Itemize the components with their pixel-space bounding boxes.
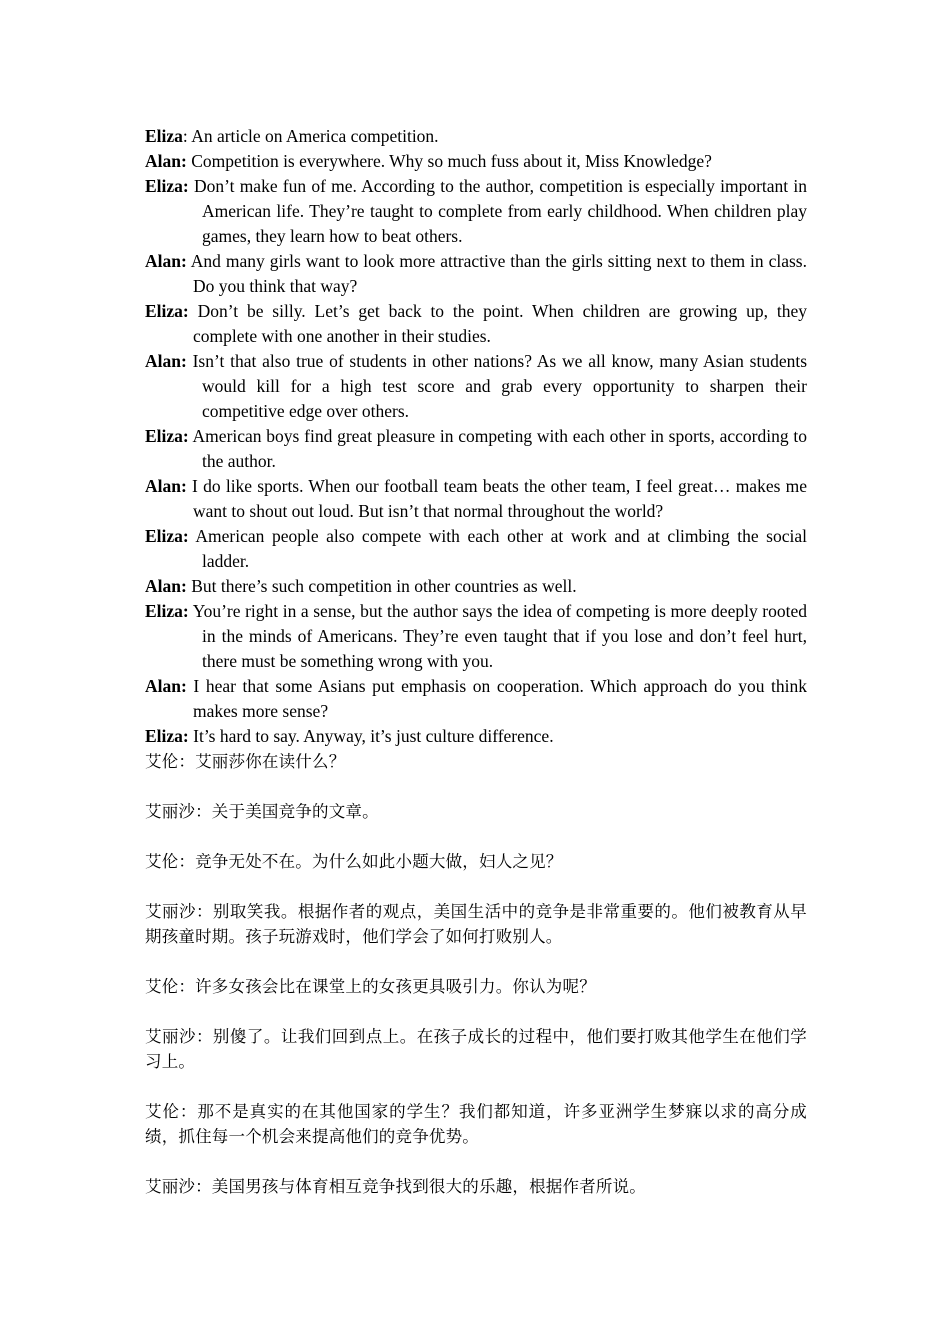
translation-paragraph: 艾丽沙：别取笑我。根据作者的观点，美国生活中的竞争是非常重要的。他们被教育从早期孩童时期。孩子玩游戏时，他们学会了如何打败别人。 bbox=[145, 902, 807, 946]
dialogue-line bbox=[145, 574, 807, 599]
speaker-name: Alan: bbox=[145, 576, 187, 596]
dialogue-text: It’s hard to say. Anyway, it’s just culture difference. bbox=[193, 726, 554, 746]
speaker-name: Eliza: bbox=[145, 301, 189, 321]
dialogue-line bbox=[145, 524, 807, 574]
speaker-name: Alan: bbox=[145, 476, 187, 496]
translation-paragraph: 艾伦：那不是真实的在其他国家的学生？我们都知道，许多亚洲学生梦寐以求的高分成绩，抓住每一个机会来提高他们的竞争优势。 bbox=[145, 1102, 807, 1146]
dialogue-line bbox=[145, 299, 807, 349]
dialogue-text: Competition is everywhere. Why so much fuss about it, Miss Knowledge? bbox=[191, 151, 712, 171]
dialogue-text: Isn’t that also true of students in other nations? As we all know, many Asian students would kill for a high test score and grab every opportunity to sharpen their competitive edge over others. bbox=[192, 351, 808, 421]
speaker-name: Eliza: bbox=[145, 526, 189, 546]
speaker-name: Alan: bbox=[145, 351, 187, 371]
speaker-name: Alan: bbox=[145, 251, 187, 271]
translation-paragraph: 艾丽沙：美国男孩与体育相互竞争找到很大的乐趣，根据作者所说。 bbox=[145, 1177, 646, 1196]
dialogue-text: American boys find great pleasure in competing with each other in sports, according to the author. bbox=[192, 426, 807, 471]
speaker-name: Eliza: bbox=[145, 726, 189, 746]
translation-paragraph: 艾丽沙：别傻了。让我们回到点上。在孩子成长的过程中，他们要打败其他学生在他们学习上。 bbox=[145, 1027, 807, 1071]
chinese-translation bbox=[145, 749, 807, 1199]
document-page bbox=[145, 124, 807, 1224]
dialogue-line bbox=[145, 249, 807, 299]
dialogue-text: An article on America competition. bbox=[191, 126, 439, 146]
translation-paragraph: 艾伦：艾丽莎你在读什么？ bbox=[145, 752, 346, 771]
speaker-name: Alan: bbox=[145, 151, 187, 171]
dialogue-text: But there’s such competition in other countries as well. bbox=[191, 576, 577, 596]
dialogue-text: Don’t be silly. Let’s get back to the point. When children are growing up, they complete with one another in their studies. bbox=[193, 301, 807, 346]
dialogue-text: American people also compete with each other at work and at climbing the social ladder. bbox=[195, 526, 807, 571]
speaker-name: Eliza bbox=[145, 126, 183, 146]
dialogue-line: Eliza: An article on America competition. bbox=[145, 126, 439, 146]
dialogue-text: I hear that some Asians put emphasis on cooperation. Which approach do you think makes more sense? bbox=[193, 676, 808, 721]
dialogue-line bbox=[145, 149, 807, 174]
speaker-name: Eliza: bbox=[145, 176, 189, 196]
speaker-name: Eliza: bbox=[145, 601, 189, 621]
dialogue-line bbox=[145, 174, 807, 249]
dialogue-text: And many girls want to look more attractive than the girls sitting next to them in class. Do you think that way? bbox=[190, 251, 807, 296]
dialogue-text: Don’t make fun of me. According to the author, competition is especially important in American life. They’re taught to complete from early childhood. When children play games, they learn how to beat others. bbox=[193, 176, 807, 246]
dialogue-line bbox=[145, 424, 807, 474]
translation-paragraph: 艾丽沙：关于美国竞争的文章。 bbox=[145, 802, 379, 821]
dialogue-line bbox=[145, 674, 807, 724]
dialogue-line bbox=[145, 349, 807, 424]
english-dialogue bbox=[145, 124, 807, 749]
dialogue-line bbox=[145, 599, 807, 674]
speaker-name: Eliza: bbox=[145, 426, 189, 446]
translation-paragraph: 艾伦：竞争无处不在。为什么如此小题大做，妇人之见？ bbox=[145, 852, 563, 871]
speaker-name: Alan: bbox=[145, 676, 187, 696]
dialogue-text: I do like sports. When our football team beats the other team, I feel great… makes me want to shout out loud. But isn’t that normal throughout the world? bbox=[192, 476, 808, 521]
translation-paragraph: 艾伦：许多女孩会比在课堂上的女孩更具吸引力。你认为呢？ bbox=[145, 977, 596, 996]
dialogue-line bbox=[145, 724, 807, 749]
dialogue-line bbox=[145, 474, 807, 524]
dialogue-text: You’re right in a sense, but the author says the idea of competing is more deeply rooted in the minds of Americans. They’re even taught that if you lose and don’t feel hurt, there must be something wrong with you. bbox=[192, 601, 807, 671]
